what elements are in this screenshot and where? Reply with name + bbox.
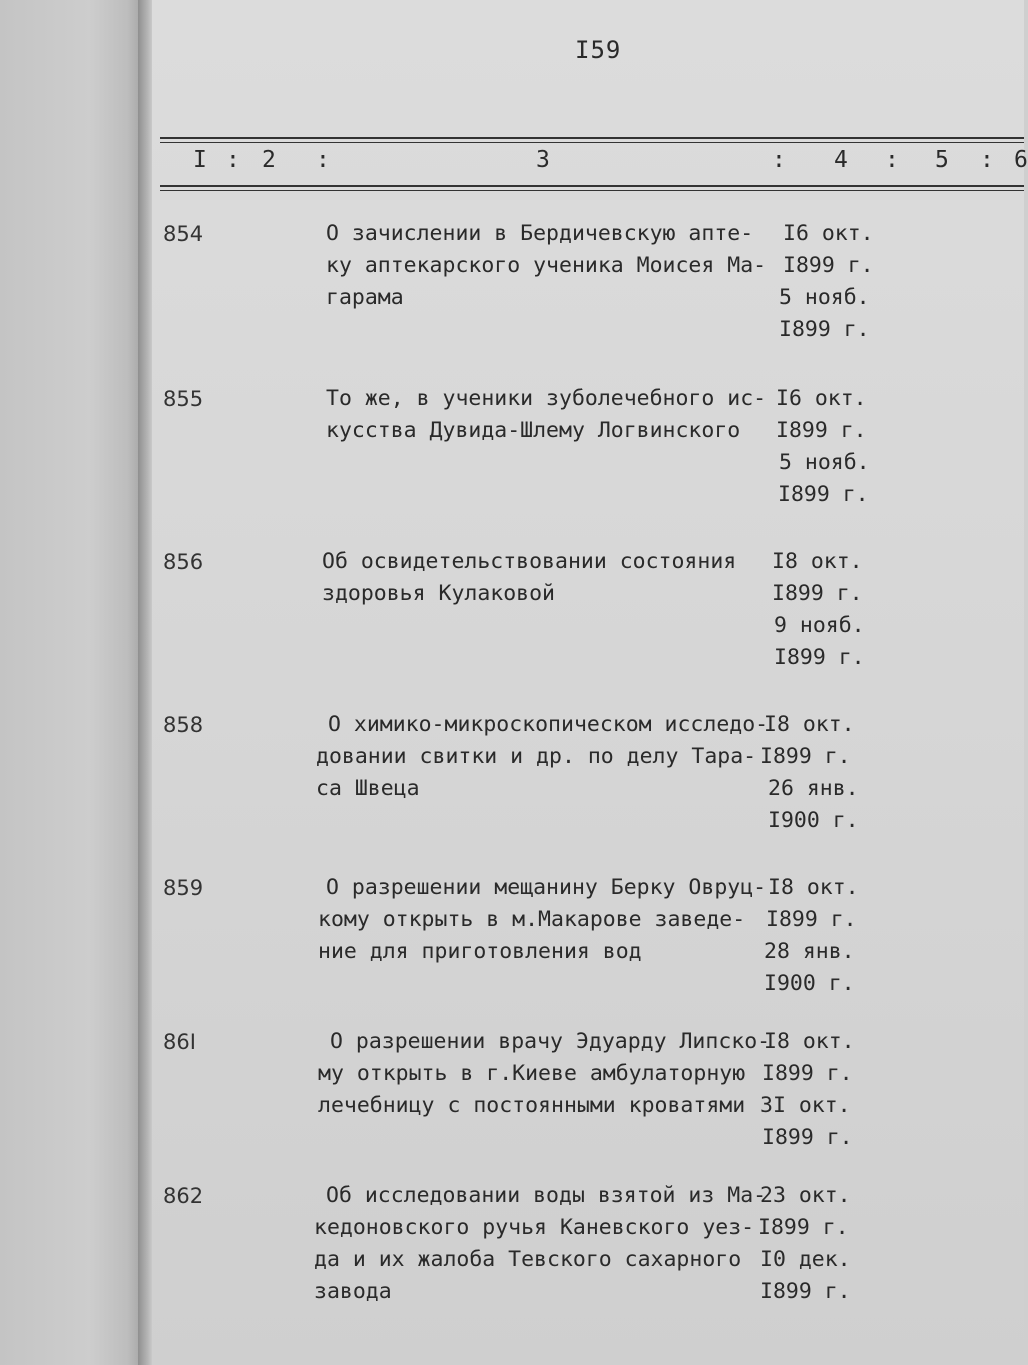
- header-rule-top-thin: [160, 142, 1024, 143]
- entry-date: I6 окт.: [776, 386, 867, 411]
- column-header-I: I: [193, 147, 207, 173]
- entry-description-line: Об освидетельствовании состояния: [322, 549, 737, 574]
- entry-year: I899 г.: [762, 1061, 853, 1086]
- column-separator: :: [226, 147, 240, 173]
- entry-year: I899 г.: [766, 907, 857, 932]
- header-rule-bottom-thin: [160, 190, 1024, 191]
- entry-description-line: Об исследовании воды взятой из Ма-: [326, 1183, 767, 1208]
- entry-date: I8 окт.: [772, 549, 863, 574]
- entry-date: I8 окт.: [764, 1029, 855, 1054]
- entry-year: I899 г.: [772, 581, 863, 606]
- entry-description-line: О разрешении мещанину Берку Овруц-: [326, 875, 767, 900]
- entry-date: 26 янв.: [768, 776, 859, 801]
- entry-description-line: То же, в ученики зуболечебного ис-: [326, 386, 767, 411]
- entry-date: 5 нояб.: [779, 450, 870, 475]
- entry-description-line: О разрешении врачу Эдуарду Липско-: [330, 1029, 771, 1054]
- column-header-6: 6: [1014, 147, 1028, 173]
- column-separator: :: [980, 147, 994, 173]
- entry-number: 856: [163, 550, 204, 574]
- header-rule-bottom: [160, 185, 1024, 187]
- entry-date: 28 янв.: [764, 939, 855, 964]
- entry-description-line: кусства Дувида-Шлему Логвинского: [326, 418, 741, 443]
- entry-description-line: лечебницу с постоянными кроватями: [318, 1093, 746, 1118]
- entry-row: [0, 1026, 1024, 1191]
- entry-number: 862: [163, 1184, 204, 1208]
- entry-number: 859: [163, 876, 204, 900]
- entry-description-line: О химико-микроскопическом исследо-: [328, 712, 769, 737]
- entry-year: I899 г.: [758, 1215, 849, 1240]
- column-header-4: 4: [834, 147, 848, 173]
- entry-number: 855: [163, 387, 204, 411]
- entry-year: I899 г.: [776, 418, 867, 443]
- entry-date: 5 нояб.: [779, 285, 870, 310]
- entry-description-line: гарама: [326, 285, 404, 310]
- entry-date: I6 окт.: [783, 221, 874, 246]
- entry-date: 3I окт.: [760, 1093, 851, 1118]
- entry-year: I899 г.: [779, 317, 870, 342]
- entry-number: 86I: [163, 1030, 196, 1054]
- entry-description-line: му открыть в г.Киеве амбулаторную: [318, 1061, 746, 1086]
- page-number: I59: [575, 36, 622, 64]
- column-header-3: 3: [536, 147, 550, 173]
- column-separator: :: [885, 147, 899, 173]
- entry-row: [0, 218, 1024, 383]
- entry-year: I900 г.: [768, 808, 859, 833]
- column-separator: :: [772, 147, 786, 173]
- column-header-2: 2: [262, 147, 276, 173]
- entry-row: [0, 709, 1024, 874]
- entry-description-line: завода: [314, 1279, 392, 1304]
- entry-row: [0, 1180, 1024, 1345]
- entry-description-line: да и их жалоба Тевского сахарного: [314, 1247, 742, 1272]
- entry-year: I899 г.: [778, 482, 869, 507]
- entry-description-line: довании свитки и др. по делу Тара-: [316, 744, 757, 769]
- entry-row: [0, 546, 1024, 711]
- entry-year: I899 г.: [774, 645, 865, 670]
- column-separator: :: [316, 147, 330, 173]
- entry-year: I900 г.: [764, 971, 855, 996]
- entry-row: [0, 383, 1024, 548]
- entry-row: [0, 872, 1024, 1037]
- entry-year: I899 г.: [760, 744, 851, 769]
- entry-year: I899 г.: [762, 1125, 853, 1150]
- entry-description-line: О зачислении в Бердичевскую апте-: [326, 221, 754, 246]
- entry-description-line: ку аптекарского ученика Моисея Ма-: [326, 253, 767, 278]
- entry-description-line: кому открыть в м.Макарове заведе-: [318, 907, 746, 932]
- entry-date: I8 окт.: [764, 712, 855, 737]
- entry-date: I0 дек.: [760, 1247, 851, 1272]
- header-rule-top: [160, 137, 1024, 139]
- entry-year: I899 г.: [783, 253, 874, 278]
- entry-date: I8 окт.: [768, 875, 859, 900]
- entry-year: I899 г.: [760, 1279, 851, 1304]
- column-header-5: 5: [935, 147, 949, 173]
- entry-number: 854: [163, 222, 204, 246]
- entry-description-line: кедоновского ручья Каневского уез-: [314, 1215, 755, 1240]
- entry-description-line: са Швеца: [316, 776, 420, 801]
- entry-date: 23 окт.: [760, 1183, 851, 1208]
- entry-description-line: ние для приготовления вод: [318, 939, 642, 964]
- entry-date: 9 нояб.: [774, 613, 865, 638]
- entry-description-line: здоровья Кулаковой: [322, 581, 555, 606]
- entry-number: 858: [163, 713, 204, 737]
